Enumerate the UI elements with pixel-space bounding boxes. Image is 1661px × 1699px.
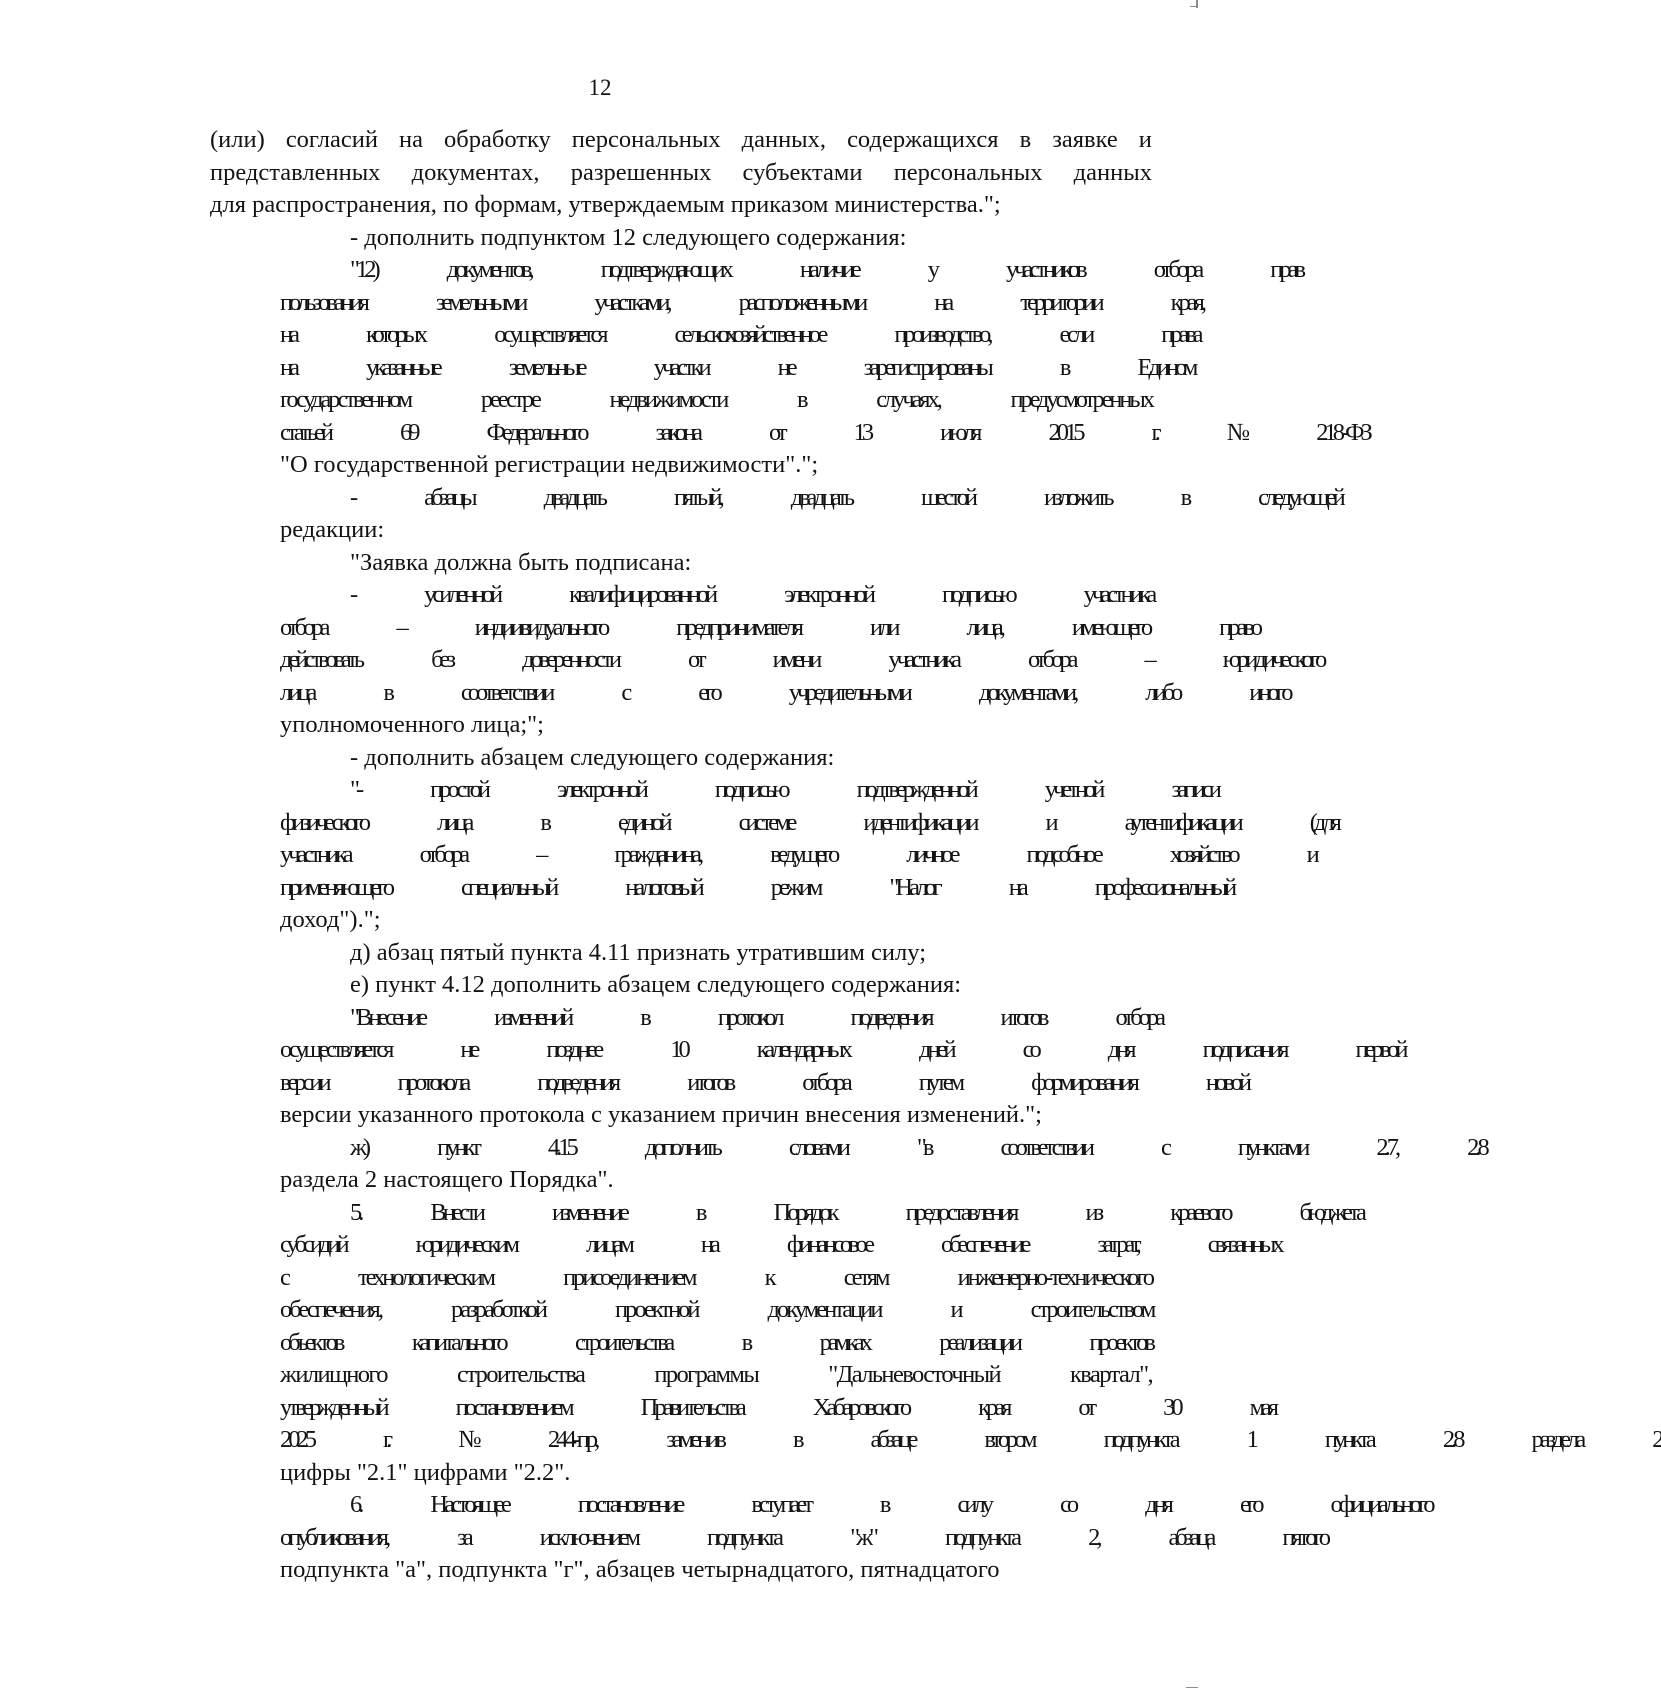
text-line: субсидий юридическим лицам на финансовое обеспечение затрат, связанных: [280, 1231, 1281, 1258]
text-line: статьей 69 Федерального закона от 13 июля 2015 г. № 218-ФЗ: [280, 418, 1369, 446]
text-line: - дополнить абзацем следующего содержания:: [350, 743, 835, 771]
document-body: [210, 124, 1661, 1587]
text-line: на которых осуществляется сельскохозяйственное производство, если права: [280, 321, 1200, 348]
text-line: применяющего специальный налоговый режим "Налог на профессиональный: [280, 873, 1234, 901]
text-line: версии указанного протокола с указанием причин внесения изменений.";: [280, 1101, 1042, 1128]
text-line: представленных документах, разрешенных субъектами персональных данных: [210, 158, 1152, 186]
paragraph: [210, 547, 1152, 580]
paragraph: [210, 579, 1324, 742]
text-line: версии протокола подведения итогов отбора путем формирования новой: [280, 1068, 1249, 1096]
text-line: государственном реестре недвижимости в случаях, предусмотренных: [280, 386, 1152, 413]
page-number: 12: [588, 75, 612, 100]
paragraph: [210, 482, 1342, 547]
text-line: опубликования, за исключением подпункта "ж" подпункта 2, абзаца пятого: [280, 1523, 1328, 1551]
text-line: утвержденный постановлением Правительства Хабаровского края от 30 мая: [280, 1393, 1276, 1421]
paragraph: [210, 1197, 1661, 1490]
paragraph: [210, 1002, 1405, 1132]
text-line: подпункта "а", подпункта "г", абзацев четырнадцатого, пятнадцатого: [280, 1556, 1000, 1583]
text-line: "О государственной регистрации недвижимости".";: [280, 451, 819, 478]
text-line: (или) согласий на обработку персональных данных, содержащихся в заявке и: [210, 126, 1152, 153]
text-line: с технологическим присоединением к сетям инженерно-технического: [280, 1263, 1152, 1291]
text-line: доход").";: [280, 906, 381, 933]
text-line: отбора – индиивидуального предпринимателя или лица, имеющего право: [280, 613, 1260, 641]
text-line: "- простой электронной подписью подтвержденной учетной записи: [350, 776, 1218, 803]
text-line: пользования земельными участками, расположенными на территории края,: [280, 288, 1203, 316]
paragraph: [210, 937, 1152, 970]
paragraph: [210, 1489, 1432, 1587]
text-line: физического лица в единой системе идентификации и аутентификации (для: [280, 808, 1338, 836]
text-line: редакции:: [280, 516, 385, 543]
text-line: лица в соответствии с его учредительными документами, либо иного: [280, 678, 1290, 706]
text-line: ж) пункт 4.15 дополнить словами "в соответствии с пунктами 2.7, 2.8: [350, 1133, 1486, 1161]
text-line: на указанные земельные участки не зарегистрированы в Едином: [280, 353, 1195, 381]
text-line: для распространения, по формам, утверждаемым приказом министерства.";: [210, 191, 1001, 218]
scan-edge-mark: [1190, 6, 1198, 7]
text-line: - абзацы двадцать пятый, двадцать шестой изложить в следующей: [350, 483, 1342, 511]
text-line: е) пункт 4.12 дополнить абзацем следующего содержания:: [350, 971, 962, 998]
paragraph: [210, 742, 1152, 775]
text-line: 2025 г. № 244-пр, заменив в абзаце втором подпункта 1 пункта 2.8 раздела 2: [280, 1426, 1661, 1453]
text-line: д) абзац пятый пункта 4.11 признать утратившим силу;: [350, 938, 927, 966]
text-line: обеспечения, разработкой проектной документации и строительством: [280, 1296, 1154, 1323]
paragraph: [210, 774, 1338, 937]
text-line: объектов капитального строительства в рамках реализации проектов: [280, 1328, 1152, 1356]
text-line: цифры "2.1" цифрами "2.2".: [280, 1458, 571, 1486]
paragraph: [210, 1132, 1486, 1197]
paragraph: [210, 222, 1152, 255]
text-line: 5. Внести изменение в Порядок предоставления из краевого бюджета: [350, 1198, 1363, 1226]
paragraph: [210, 969, 1152, 1002]
text-line: осуществляется не позднее 10 календарных дней со дня подписания первой: [280, 1036, 1405, 1063]
text-line: уполномоченного лица;";: [280, 711, 544, 738]
text-line: "12) документов, подтверждающих наличие у участников отбора прав: [350, 256, 1303, 283]
paragraph: [210, 254, 1369, 482]
text-line: участника отбора – гражданина, ведущего личное подсобное хозяйство и: [280, 841, 1316, 868]
text-line: - усиленной квалифицированной электронной подписью участника: [350, 581, 1154, 608]
paragraph: [210, 124, 1152, 222]
text-line: раздела 2 настоящего Порядка".: [280, 1166, 614, 1193]
text-line: "Заявка должна быть подписана:: [350, 548, 692, 576]
text-line: жилищного строительства программы "Дальневосточный квартал",: [280, 1361, 1152, 1388]
scan-edge-mark: [1186, 1687, 1198, 1688]
text-line: 6. Настоящее постановление вступает в силу со дня его официального: [350, 1491, 1432, 1518]
text-line: - дополнить подпунктом 12 следующего содержания:: [350, 223, 907, 251]
text-line: "Внесение изменений в протокол подведения итогов отбора: [350, 1003, 1162, 1031]
text-line: действовать без доверенности от имени участника отбора – юридического: [280, 646, 1324, 673]
